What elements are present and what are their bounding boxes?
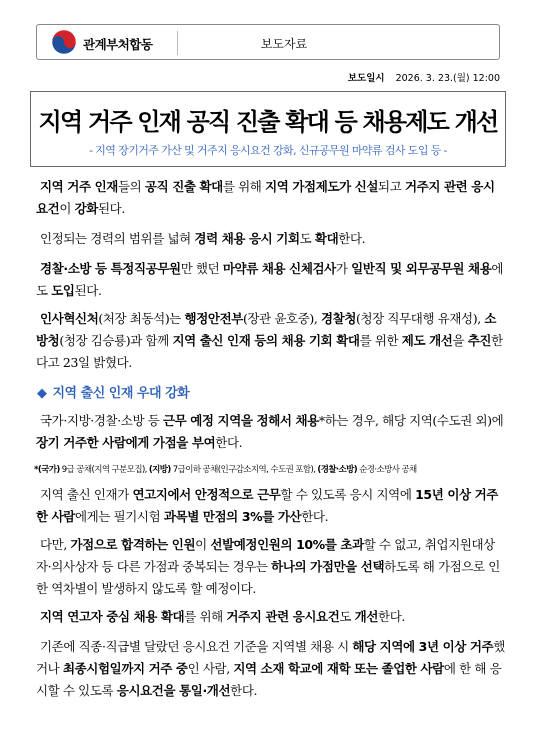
text: 한다. bbox=[230, 683, 258, 698]
org-name: 관계부처합동 bbox=[83, 37, 153, 52]
text: 에 한 해 응시할 수 있도록 bbox=[36, 661, 502, 698]
text-bold: 경찰청 bbox=[321, 311, 357, 326]
text-bold: 거주지 관련 응시요건 bbox=[226, 609, 340, 624]
text: 한다. bbox=[301, 509, 329, 524]
text-bold: (경찰·소방) bbox=[317, 465, 358, 475]
text-bold: 도입 bbox=[51, 283, 75, 298]
text: 인정되는 경력의 범위를 넓혀 bbox=[40, 231, 195, 246]
header-divider bbox=[177, 31, 178, 55]
release-label: 보도일시 bbox=[347, 73, 385, 84]
text-bold: 최종시험일까지 거주 중 bbox=[62, 661, 188, 676]
text: 한다. bbox=[378, 609, 405, 624]
text: 이 bbox=[59, 201, 75, 216]
text-bold: (지방) bbox=[148, 465, 171, 475]
text-bold: 일반직 및 외무공무원 채용 bbox=[351, 261, 492, 276]
text: 할 수 있도록 응시 지역에 bbox=[280, 487, 416, 502]
title-box bbox=[30, 91, 506, 167]
text: 순경·소방사 공채 bbox=[357, 465, 417, 475]
text: (청장 직무대행 유재성), bbox=[356, 311, 485, 326]
text-bold: 지역 출신 인재 등의 채용 기회 확대 bbox=[172, 333, 360, 348]
text: 에도 bbox=[36, 261, 504, 298]
government-emblem-icon bbox=[51, 29, 77, 55]
text: 한다고 23일 밝혔다. bbox=[36, 333, 503, 370]
text-bold: 연고지에서 안정적으로 근무 bbox=[132, 487, 281, 502]
release-datetime: 2026. 3. 23.(월) 12:00 bbox=[395, 73, 500, 84]
text-bold: 경력 채용 응시 기회 bbox=[194, 231, 300, 246]
text-bold: 지역 거주 인재 bbox=[40, 179, 118, 194]
text-bold: 강화 bbox=[74, 201, 98, 216]
release-date-row bbox=[0, 70, 500, 84]
text-bold: 장기 거주한 사람에게 가점을 부여 bbox=[36, 435, 216, 450]
text: 를 위한 bbox=[359, 333, 402, 348]
text: 된다. bbox=[97, 201, 125, 216]
text-bold: 거주지 관련 응시요건 bbox=[36, 179, 495, 216]
text-bold: 가점으로 합격하는 인원 bbox=[70, 537, 196, 552]
section-heading bbox=[37, 382, 189, 401]
footnote bbox=[34, 463, 514, 475]
page-subtitle: - 지역 장기거주 가산 및 거주지 응시요건 강화, 신규공무원 마약류 검사 도입 등 - bbox=[89, 144, 447, 157]
text-bold: 개선 bbox=[354, 609, 379, 624]
text: 를 위해 bbox=[184, 609, 227, 624]
text-bold: 선발예정인원의 10%를 초과 bbox=[210, 537, 364, 552]
text: 이 bbox=[195, 537, 211, 552]
text: 기존에 직종·직급별 달랐던 응시요건 기준을 지역별 채용 시 bbox=[40, 639, 353, 654]
text: 를 위해 bbox=[222, 179, 266, 194]
paragraph-8 bbox=[36, 606, 506, 628]
text-bold: 소방청 bbox=[36, 311, 497, 348]
text: 다만, bbox=[40, 537, 71, 552]
page-title: 지역 거주 인재 공직 진출 확대 등 채용제도 개선 bbox=[38, 108, 498, 136]
text: 된다. bbox=[74, 283, 102, 298]
text: 하도록 해 가점으로 인한 역차별이 발생하지 않도록 할 예정이다. bbox=[36, 559, 500, 596]
text-bold: 15년 이상 거주한 사람 bbox=[36, 487, 498, 524]
text: 했거나 bbox=[36, 639, 505, 676]
text: 인 사람, bbox=[187, 661, 234, 676]
section-heading-text: 지역 출신 인재 우대 강화 bbox=[52, 386, 190, 401]
text: 에게는 필기시험 bbox=[74, 509, 164, 524]
text: 만 했던 bbox=[180, 261, 223, 276]
text-bold: 확대 bbox=[314, 231, 339, 246]
text: 한다. bbox=[215, 435, 243, 450]
paragraph-4 bbox=[36, 308, 506, 374]
text-bold: 해당 지역에 3년 이상 거주 bbox=[352, 639, 494, 654]
text: 들의 bbox=[117, 179, 145, 194]
paragraph-6 bbox=[36, 484, 506, 528]
paragraph-1 bbox=[36, 176, 506, 220]
text: (처장 최동석)는 bbox=[98, 311, 185, 326]
paragraph-7 bbox=[36, 534, 506, 600]
text-bold: 추진 bbox=[467, 333, 492, 348]
text: (장관 윤호중), bbox=[242, 311, 321, 326]
text: 7급이하 공채(인구감소지역, 수도권 포함), bbox=[170, 465, 318, 475]
text-bold: 공직 진출 확대 bbox=[144, 179, 223, 194]
text-bold: *(국가) bbox=[34, 465, 60, 475]
doc-type: 보도자료 bbox=[260, 37, 308, 51]
header-box bbox=[36, 24, 500, 60]
text-bold: 경찰·소방 등 특정직공무원 bbox=[40, 261, 181, 276]
text: 한다. bbox=[338, 231, 366, 246]
text: 지역 출신 인재가 bbox=[40, 487, 133, 502]
text: *하는 경우, 해당 지역(수도권 외)에 bbox=[318, 413, 504, 428]
text-bold: 응시요건을 통일·개선 bbox=[116, 683, 231, 698]
diamond-bullet-icon: ◆ bbox=[37, 386, 47, 401]
text-bold: 마약류 채용 신체검사 bbox=[222, 261, 336, 276]
text-bold: 지역 소재 학교에 재학 또는 졸업한 사람 bbox=[233, 661, 444, 676]
text-bold: 인사혁신처 bbox=[40, 311, 99, 326]
paragraph-3 bbox=[36, 258, 506, 302]
text: 을 bbox=[452, 333, 468, 348]
paragraph-5 bbox=[36, 410, 506, 454]
text-bold: 행정안전부 bbox=[184, 311, 243, 326]
text: 가 bbox=[335, 261, 352, 276]
text: 도 bbox=[299, 231, 315, 246]
text-bold: 과목별 만점의 3%를 가산 bbox=[163, 509, 302, 524]
paragraph-2 bbox=[36, 228, 506, 250]
text: 9급 공채(지역 구분모집), bbox=[59, 465, 149, 475]
text-bold: 지역 연고자 중심 채용 확대 bbox=[40, 609, 185, 624]
text-bold: 제도 개선 bbox=[401, 333, 453, 348]
text: 할 수 없고, 취업지원대상자·의사상자 등 다른 가점과 중복되는 경우는 bbox=[36, 537, 495, 574]
text: 되고 bbox=[378, 179, 405, 194]
text: 도 bbox=[339, 609, 355, 624]
text: (청장 김승룡)과 함께 bbox=[59, 333, 173, 348]
text: 국가·지방·경찰·소방 등 bbox=[40, 413, 163, 428]
paragraph-9 bbox=[36, 636, 506, 702]
text-bold: 지역 가점제도가 신설 bbox=[265, 179, 379, 194]
text-bold: 근무 예정 지역을 정해서 채용 bbox=[162, 413, 319, 428]
text-bold: 하나의 가점만을 선택 bbox=[271, 559, 385, 574]
